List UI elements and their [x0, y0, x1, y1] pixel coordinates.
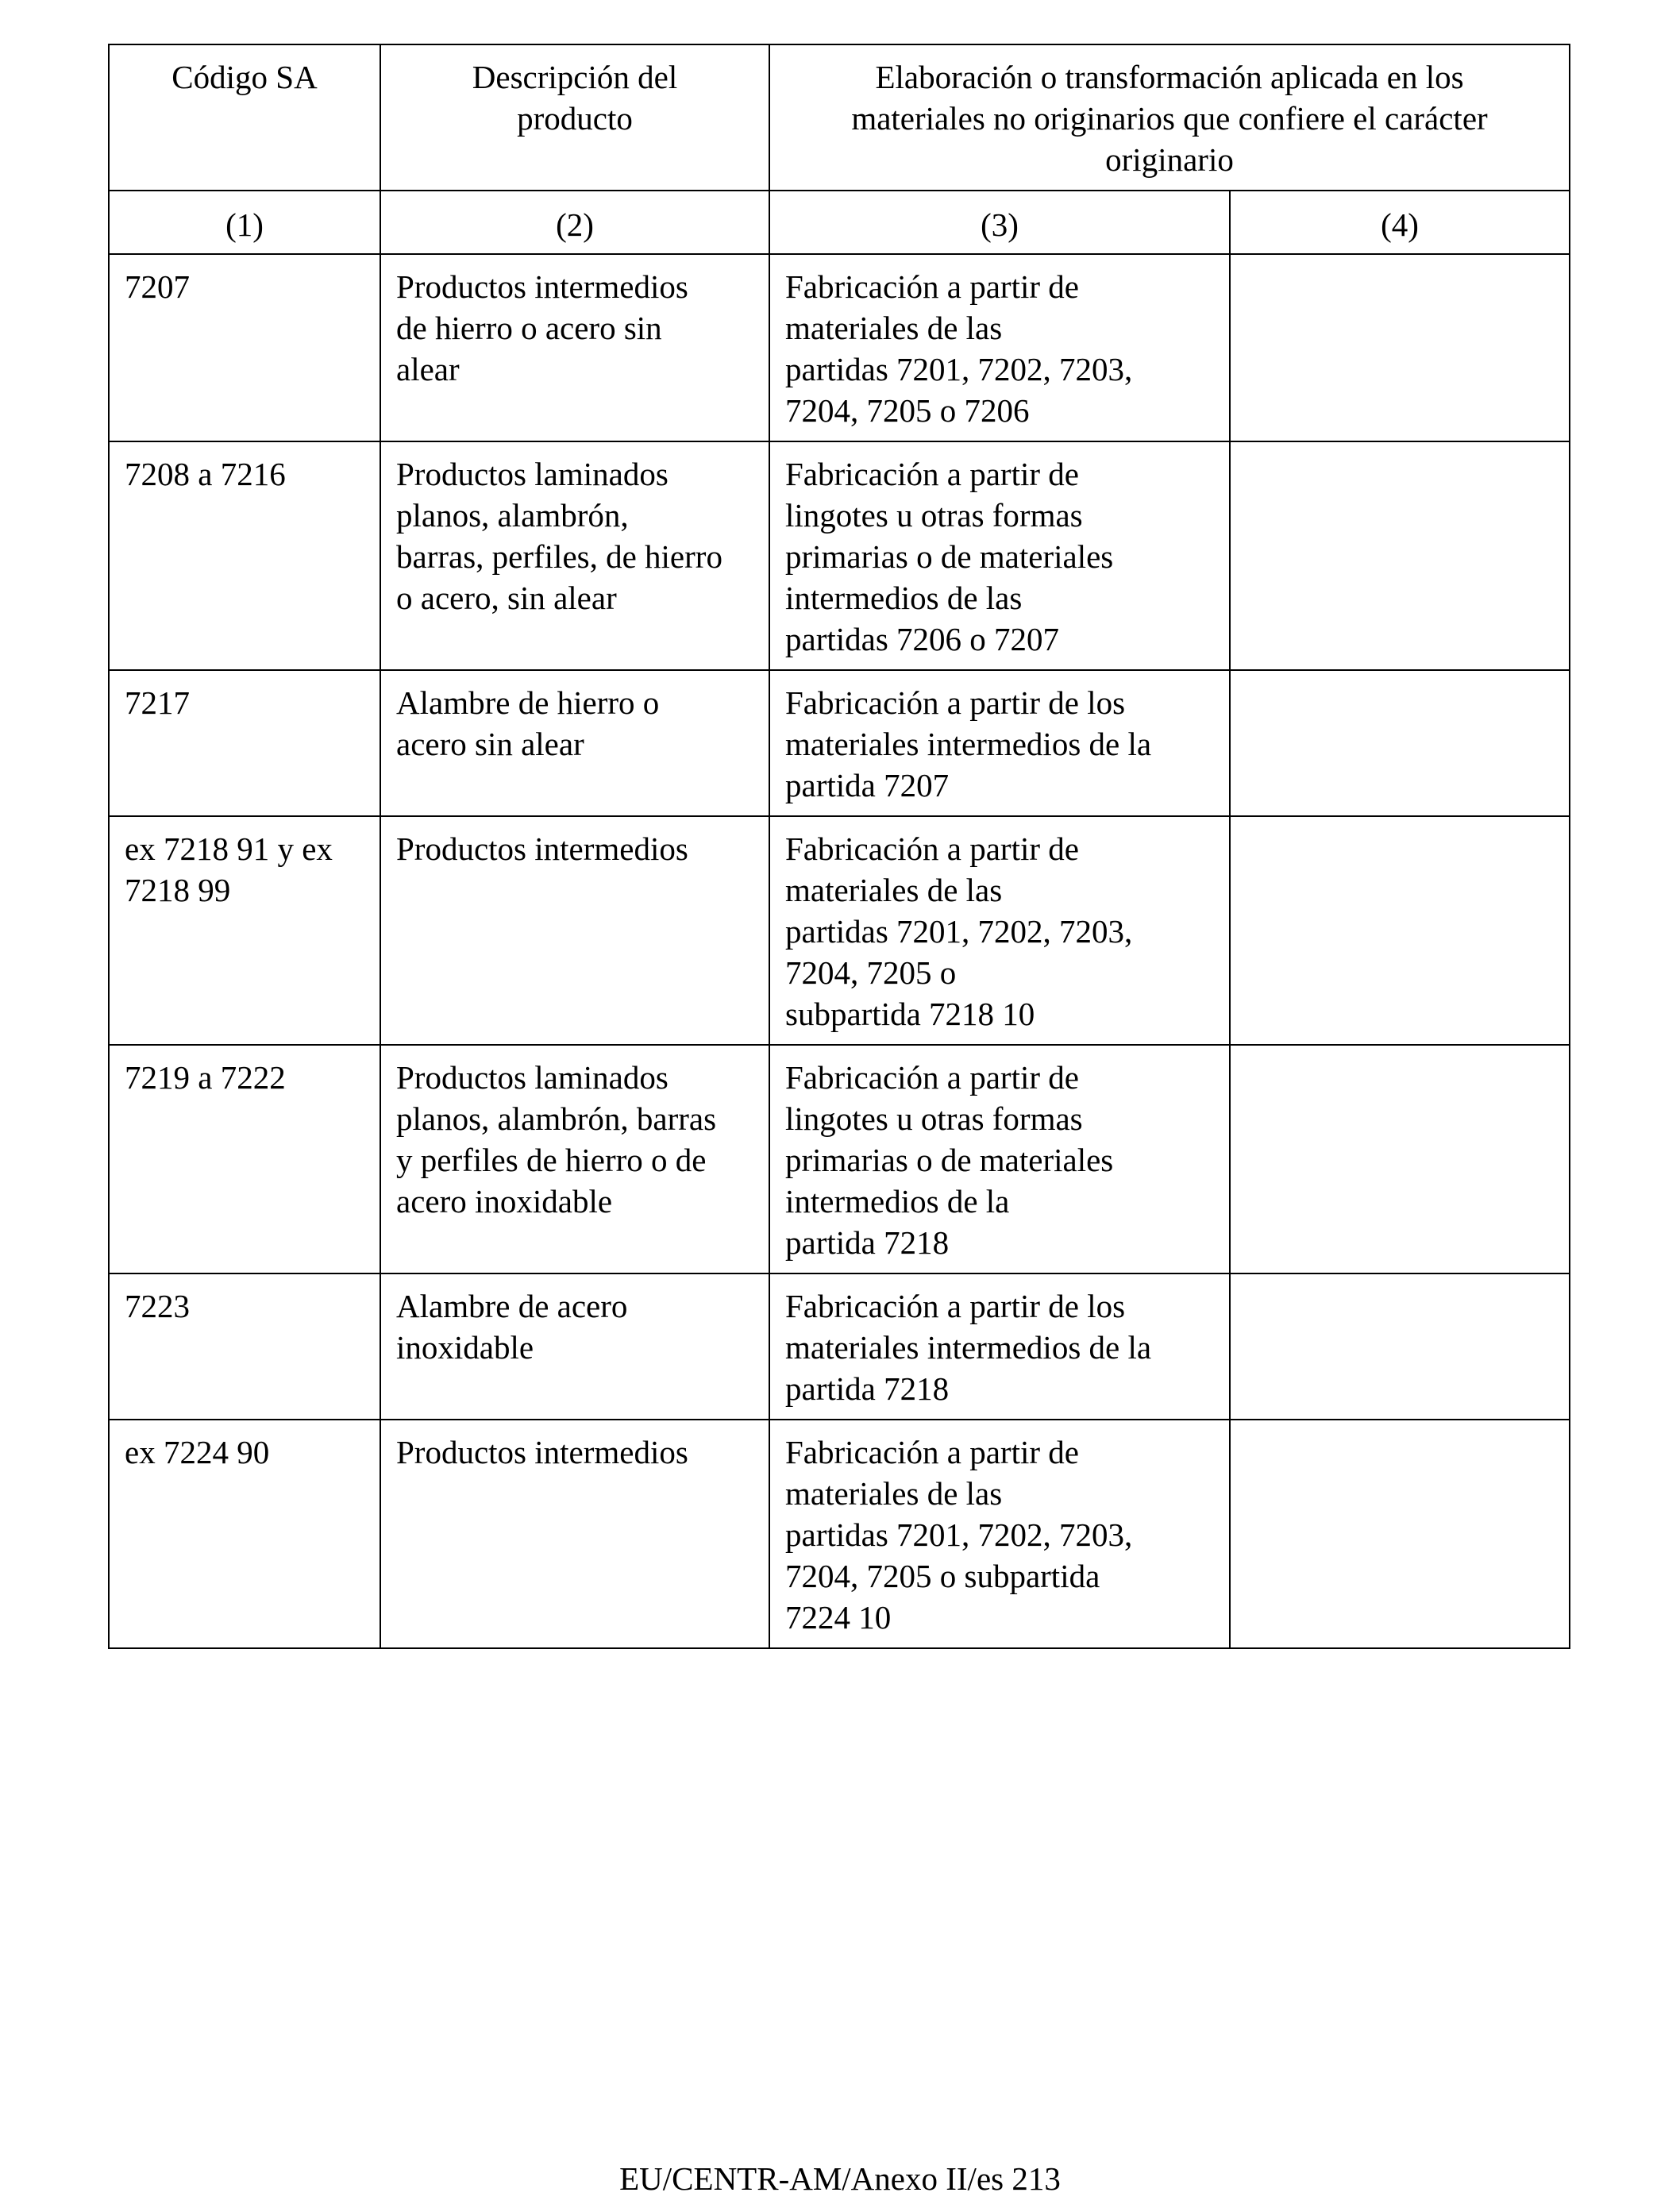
- table-row: [109, 1045, 1570, 1273]
- row-rule: Fabricación a partir de materiales de las partidas 7201, 7202, 7203, 7204, 7205 o 7206: [769, 254, 1230, 441]
- page-footer: EU/CENTR-AM/Anexo II/es 213: [619, 2160, 1061, 2197]
- table-row: [109, 816, 1570, 1045]
- row-col4: [1230, 1420, 1570, 1648]
- header-hs-code: Código SA: [109, 44, 380, 191]
- row-description: Alambre de acero inoxidable: [380, 1273, 769, 1420]
- row-col4: [1230, 1045, 1570, 1273]
- table-header-row: [109, 44, 1570, 191]
- rules-of-origin-table: [108, 44, 1570, 1649]
- row-code: ex 7218 91 y ex 7218 99: [109, 816, 380, 1045]
- table-row: [109, 441, 1570, 670]
- row-code: 7219 a 7222: [109, 1045, 380, 1273]
- table-row: [109, 1420, 1570, 1648]
- row-col4: [1230, 441, 1570, 670]
- table-column-number-row: [109, 191, 1570, 254]
- row-rule: Fabricación a partir de lingotes u otras formas primarias o de materiales intermedios de la partida 7218: [769, 1045, 1230, 1273]
- row-rule: Fabricación a partir de materiales de las partidas 7201, 7202, 7203, 7204, 7205 o subpartida 7224 10: [769, 1420, 1230, 1648]
- row-description: Productos intermedios de hierro o acero sin alear: [380, 254, 769, 441]
- row-description: Alambre de hierro o acero sin alear: [380, 670, 769, 816]
- row-col4: [1230, 1273, 1570, 1420]
- table-row: [109, 670, 1570, 816]
- row-description: Productos intermedios: [380, 1420, 769, 1648]
- row-col4: [1230, 816, 1570, 1045]
- header-processing-rule: Elaboración o transformación aplicada en los materiales no originarios que confiere el carácter originario: [769, 44, 1570, 191]
- header-product-description: Descripción del producto: [380, 44, 769, 191]
- row-code: 7207: [109, 254, 380, 441]
- row-description: Productos intermedios: [380, 816, 769, 1045]
- table-row: [109, 1273, 1570, 1420]
- column-number-3: (3): [769, 191, 1230, 254]
- row-code: 7208 a 7216: [109, 441, 380, 670]
- row-code: 7223: [109, 1273, 380, 1420]
- row-rule: Fabricación a partir de los materiales intermedios de la partida 7218: [769, 1273, 1230, 1420]
- column-number-2: (2): [380, 191, 769, 254]
- row-description: Productos laminados planos, alambrón, barras, perfiles, de hierro o acero, sin alear: [380, 441, 769, 670]
- row-description: Productos laminados planos, alambrón, barras y perfiles de hierro o de acero inoxidable: [380, 1045, 769, 1273]
- row-rule: Fabricación a partir de materiales de las partidas 7201, 7202, 7203, 7204, 7205 o subpartida 7218 10: [769, 816, 1230, 1045]
- row-col4: [1230, 254, 1570, 441]
- column-number-4: (4): [1230, 191, 1570, 254]
- row-code: 7217: [109, 670, 380, 816]
- row-rule: Fabricación a partir de los materiales intermedios de la partida 7207: [769, 670, 1230, 816]
- column-number-1: (1): [109, 191, 380, 254]
- row-rule: Fabricación a partir de lingotes u otras formas primarias o de materiales intermedios de las partidas 7206 o 7207: [769, 441, 1230, 670]
- table-row: [109, 254, 1570, 441]
- row-code: ex 7224 90: [109, 1420, 380, 1648]
- row-col4: [1230, 670, 1570, 816]
